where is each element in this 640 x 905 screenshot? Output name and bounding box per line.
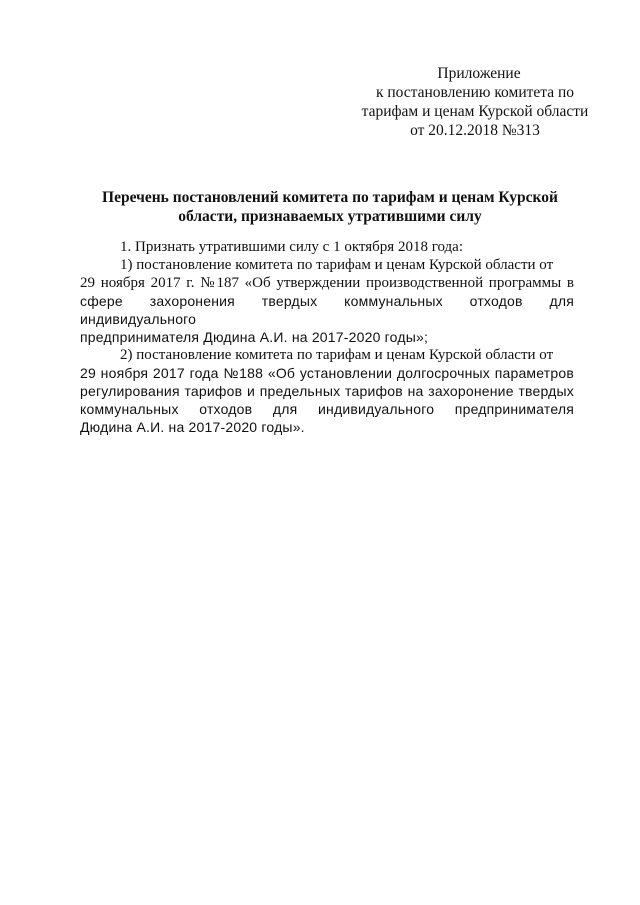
paragraph-1-line-1: 1) постановление комитета по тарифам и ценам Курской области от [120,257,554,273]
document-body [80,238,574,436]
paragraph-1-line-3: сфере захоронения твердых коммунальных отходов для индивидуального [80,293,574,327]
appendix-title: Приложение [437,65,521,82]
paragraph-2-line-2: 29 ноября 2017 года №188 «Об установлении долгосрочных параметров [80,365,574,381]
document-title [80,188,580,226]
title-line-2: области, признаваемых утратившими силу [178,208,482,225]
paragraph-2-line-5: Дюдина А.И. на 2017-2020 годы». [80,419,305,435]
paragraph-1-line-4: предпринимателя Дюдина А.И. на 2017-2020 годы»; [80,329,429,345]
paragraph-2-line-1: 2) постановление комитета по тарифам и ценам Курской области от [120,347,554,363]
item-1-intro: 1. Признать утратившими силу с 1 октября 2018 года: [120,239,464,255]
paragraph-2-line-3: регулирования тарифов и предельных тарифов на захоронение твердых [80,383,574,399]
appendix-date-number: от 20.12.2018 №313 [410,122,540,139]
appendix-committee: тарифам и ценам Курской области [361,103,589,120]
title-line-1: Перечень постановлений комитета по тарифам и ценам Курской [102,189,558,206]
paragraph-1-line-2: 29 ноября 2017 г. №187 «Об утверждении производственной программы в [80,275,574,291]
appendix-header [330,64,620,140]
appendix-reference: к постановлению комитета по [375,84,575,101]
paragraph-2-line-4: коммунальных отходов для индивидуального предпринимателя [80,401,574,417]
